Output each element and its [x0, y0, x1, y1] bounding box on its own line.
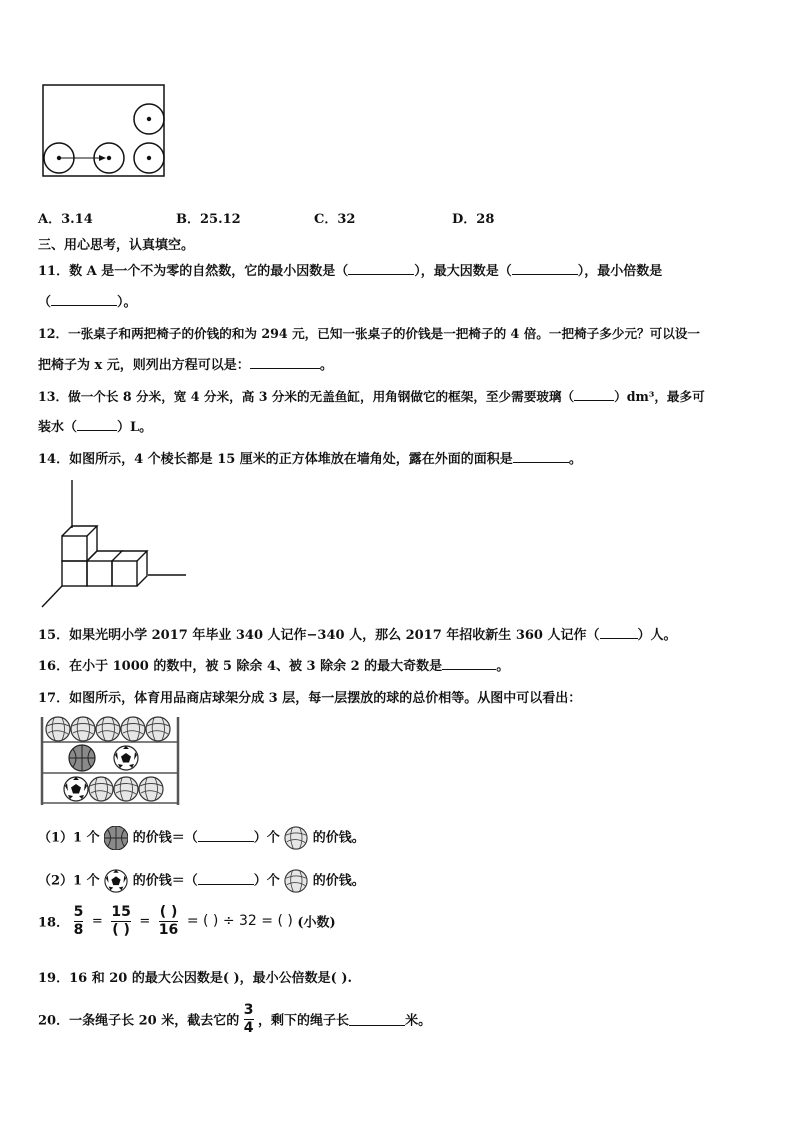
- volleyball-icon: [284, 826, 308, 850]
- q10-option-d: D．28: [452, 212, 495, 227]
- q10-rectangle: [43, 85, 164, 176]
- basketball-icon: [104, 826, 128, 850]
- soccer-ball-icon: [104, 869, 128, 893]
- question-11-line1: 11．数 A 是一个不为零的自然数，它的最小因数是（ ），最大因数是（ ），最小倍数是: [38, 264, 663, 279]
- q11-blank-1[interactable]: [348, 262, 414, 275]
- q10-option-a: A．3.14: [38, 212, 93, 227]
- q11-blank-3[interactable]: [51, 293, 117, 306]
- q20-blank[interactable]: [349, 1013, 405, 1026]
- q14-cube-figure: [38, 478, 190, 610]
- ball-rack-figure: [38, 715, 186, 807]
- q10-option-c: C．32: [314, 212, 356, 227]
- question-16: 16．在小于 1000 的数中，被 5 除余 4、被 3 除余 2 的最大奇数是 。: [38, 659, 510, 674]
- q11-blank-2[interactable]: [512, 262, 578, 275]
- q16-blank[interactable]: [442, 657, 496, 670]
- q12-blank[interactable]: [250, 356, 320, 369]
- q18-fraction-2[interactable]: $\frac{15}{( )}$: [111, 904, 131, 938]
- section-3-title: 三、用心思考，认真填空。: [38, 238, 195, 253]
- question-13-line2: 装水（ ）L。: [38, 420, 153, 435]
- q13-blank-1[interactable]: [574, 388, 614, 401]
- q20-fraction: $\frac{3}{4}$: [243, 1002, 254, 1036]
- q18-division[interactable]: = ( ) ÷ 32 = ( ): [186, 913, 293, 930]
- question-18: 18． $\frac{5}{8}$ = $\frac{15}{( )}$ = $\frac{( )}{16}$ = ( ) ÷ 32 = ( ) (小数): [38, 904, 336, 938]
- question-17-part-1: （1）1 个 的价钱＝（ ）个 的价钱。: [38, 826, 365, 850]
- question-19: 19．16 和 20 的最大公因数是( )，最小公倍数是( ).: [38, 971, 353, 986]
- question-17-part-2: （2）1 个 的价钱＝（ ）个 的价钱。: [38, 869, 365, 893]
- question-12-line1: 12．一张桌子和两把椅子的价钱的和为 294 元，已知一张桌子的价钱是一把椅子的 4 倍。一把椅子多少元？可以设一: [38, 326, 701, 341]
- q14-blank[interactable]: [513, 450, 569, 463]
- question-15: 15．如果光明小学 2017 年毕业 340 人记作−340 人，那么 2017 年招收新生 360 人记作（ ）人。: [38, 628, 677, 643]
- q17-blank-1[interactable]: [198, 829, 254, 842]
- q17-blank-2[interactable]: [198, 872, 254, 885]
- question-17: 17．如图所示，体育用品商店球架分成 3 层，每一层摆放的球的总价相等。从图中可以看出：: [38, 691, 582, 706]
- question-12-line2: 把椅子为 x 元，则列出方程可以是： 。: [38, 358, 333, 373]
- q10-option-b: B．25.12: [176, 212, 241, 227]
- rack-row3-balls: [64, 777, 163, 801]
- rack-row1-volleyballs: [46, 717, 170, 741]
- question-13-line1: 13．做一个长 8 分米，宽 4 分米，高 3 分米的无盖鱼缸，用角钢做它的框架，至少需要玻璃（ ）dm³，最多可: [38, 389, 705, 404]
- q15-blank[interactable]: [600, 626, 638, 639]
- rack-row2-balls: [69, 745, 138, 771]
- question-11-line2: （ ）。: [38, 295, 137, 310]
- q18-fraction-3[interactable]: $\frac{( )}{16}$: [158, 904, 179, 938]
- q13-blank-2[interactable]: [77, 418, 117, 431]
- q10-figure: [40, 82, 170, 178]
- question-20: 20．一条绳子长 20 米，截去它的 $\frac{3}{4}$ ，剩下的绳子长 米。: [38, 1002, 432, 1036]
- question-14: 14．如图所示，4 个棱长都是 15 厘米的正方体堆放在墙角处，露在外面的面积是 。: [38, 452, 582, 467]
- q18-fraction-1: $\frac{5}{8}$: [73, 904, 84, 938]
- volleyball-icon: [284, 869, 308, 893]
